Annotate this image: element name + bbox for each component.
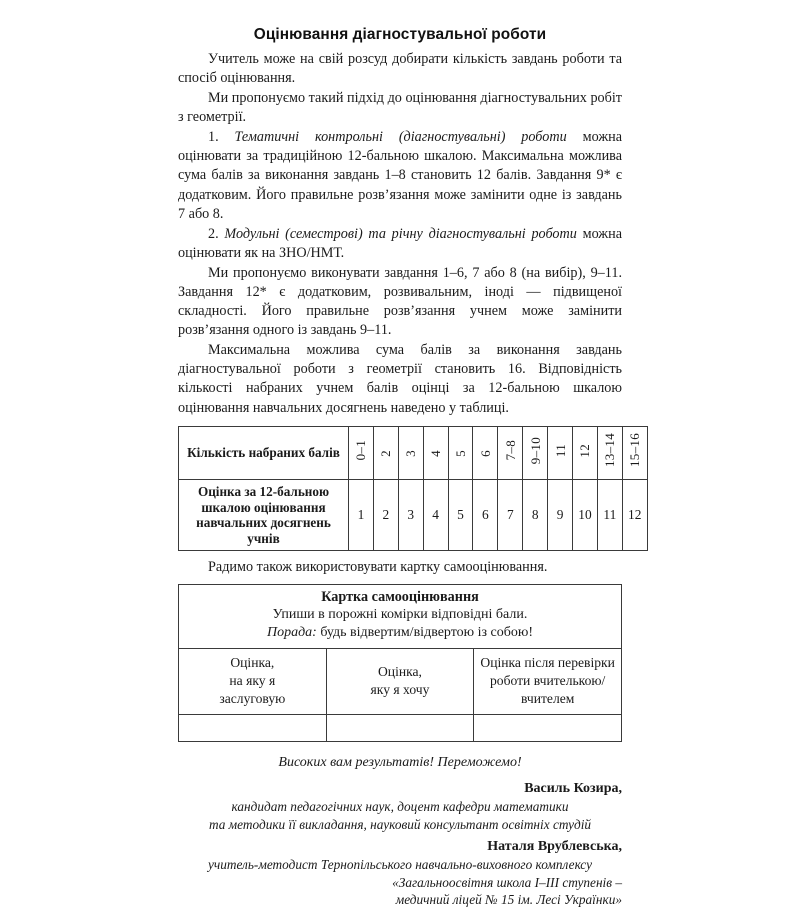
table-cell-grade-0: 1 [349, 479, 374, 550]
author-name: Василь Козира, [524, 781, 622, 797]
col-header-line-1: Оцінка, [377, 663, 422, 679]
closing-message: Високих вам результатів! Переможемо! [278, 755, 522, 771]
table-cell-range-6 [498, 426, 523, 479]
card-header-cell [179, 584, 622, 648]
paragraph-3 [178, 128, 622, 224]
range-label: 11 [552, 443, 568, 458]
card-col-header-teacher [474, 648, 622, 714]
text-run: Ми пропонуємо виконувати завдання 1–6, 7 або 8 (на вибір), 9–11. Завдання 12* є додатковим, розвивальним, іноді — підвищеної складності. Його правильне розв’язання учнем може замінити розв’язання одного із завдань 9–11. [178, 264, 622, 339]
paragraph-1 [178, 50, 622, 88]
text-run: Модульні (семестрові) та річну діагностувальні роботи [224, 225, 577, 242]
range-label: 15–16 [627, 433, 643, 468]
card-instruction: Упиши в порожні комірки відповідні бали. [272, 606, 528, 622]
text-run: Учитель може на свій розсуд добирати кількість завдань роботи та спосіб оцінювання. [178, 51, 622, 87]
text-run: 1. [208, 128, 235, 145]
range-label: 12 [577, 443, 593, 458]
table-cell-grade-8: 9 [548, 479, 573, 550]
card-col-header-deserve [179, 648, 327, 714]
table-cell-grade-4: 5 [448, 479, 473, 550]
col-header-line-2: роботи вчителькою/ [489, 672, 606, 688]
text-run: Ми пропонуємо такий підхід до оцінювання діагностувальних робіт з геометрії. [178, 89, 622, 126]
range-label: 4 [428, 450, 444, 457]
table-cell-grade-9: 10 [573, 479, 598, 550]
text-run: Тематичні контрольні (діагностувальні) роботи [234, 128, 567, 145]
author-desc-line: та методики її викладання, науковий консультант освітніх студій [208, 816, 592, 832]
paragraph-6 [178, 341, 622, 418]
card-entry-cell-want[interactable] [326, 715, 474, 742]
table-cell-range-5 [473, 426, 498, 479]
table-cell-range-8 [548, 426, 573, 479]
table-cell-range-3 [423, 426, 448, 479]
range-label: 3 [403, 450, 419, 457]
table-row-score-ranges [179, 426, 648, 479]
table-cell-range-7 [523, 426, 548, 479]
table-cell-range-2 [398, 426, 423, 479]
card-entry-cell-teacher[interactable] [474, 715, 622, 742]
range-label: 5 [453, 450, 468, 457]
table-cell-grade-3: 4 [423, 479, 448, 550]
paragraph-5 [178, 264, 622, 341]
signature-block-1 [178, 780, 622, 834]
table-cell-grade-2: 3 [398, 479, 423, 550]
page-title: Оцінювання діагностувальної роботи [253, 26, 547, 43]
paragraph-2 [178, 89, 622, 127]
author-desc-line: медичний ліцей № 15 ім. Лесі Українки» [395, 892, 622, 908]
table-cell-range-1 [373, 426, 398, 479]
table-cell-grade-7: 8 [523, 479, 548, 550]
grading-scale-table [178, 426, 648, 551]
table-cell-grade-5: 6 [473, 479, 498, 550]
table-row-grades [179, 479, 648, 550]
table-cell-grade-11: 12 [622, 479, 647, 550]
card-tip-text: будь відвертим/відвертою із собою! [316, 625, 534, 641]
author-name: Наталя Врублевська, [487, 838, 622, 854]
col-header-line-3: вчителем [520, 691, 575, 707]
range-label: 2 [378, 450, 394, 457]
paragraph-4 [178, 225, 622, 263]
table-cell-grade-6: 7 [498, 479, 523, 550]
self-assessment-card [178, 584, 622, 743]
col-header-line-1: Оцінка, [230, 654, 275, 670]
card-entry-cell-deserve[interactable] [179, 715, 327, 742]
scale-row-label-grade: Оцінка за 12-бальною шкалою оцінювання навчальних досягнень учнів [179, 479, 349, 550]
card-entry-row[interactable] [179, 715, 622, 742]
range-label: 7–8 [502, 440, 518, 461]
table-cell-range-11 [622, 426, 647, 479]
author-desc-line: «Загальноосвітня школа I–III ступенів – [392, 874, 622, 890]
col-header-line-1: Оцінка після перевірки [480, 654, 615, 670]
card-tip-label: Порада: [266, 625, 317, 641]
text-run: можна оцінювати як на ЗНО/НМТ. [178, 225, 622, 261]
range-label: 9–10 [527, 436, 543, 465]
table-cell-grade-1: 2 [373, 479, 398, 550]
card-col-header-want [326, 648, 474, 714]
table-cell-range-0 [349, 426, 374, 479]
range-label: 6 [477, 450, 493, 457]
range-label: 0–1 [353, 440, 369, 461]
author-desc-line: учитель-методист Тернопільського навчально-виховного комплексу [207, 856, 592, 872]
card-title: Картка самооцінювання [321, 588, 479, 605]
range-label: 13–14 [602, 433, 618, 468]
signature-block-2 [178, 838, 622, 909]
col-header-line-2: на яку я [229, 672, 276, 688]
body-text-region [178, 50, 622, 418]
table-cell-range-10 [597, 426, 622, 479]
card-tip [185, 624, 615, 642]
text-run: Максимальна можлива сума балів за виконання завдань діагностувальної роботи з геометрії становить 16. Відповідність кількості набраних учнем балів оцінці за 12-бальною шкалою оцінювання навчальних досягнень наведено у таблиці. [178, 342, 622, 416]
self-assessment-note: Радимо також використовувати картку самооцінювання. [208, 559, 548, 576]
table-cell-range-9 [573, 426, 598, 479]
author-desc-line: кандидат педагогічних наук, доцент кафедри математики [231, 799, 569, 815]
scale-row-label-points: Кількість набраних балів [179, 426, 349, 479]
card-column-header-row [179, 648, 622, 714]
card-header-row [179, 584, 622, 648]
text-run: 2. [208, 225, 225, 242]
col-header-line-3: заслуговую [219, 691, 286, 707]
table-cell-range-4 [448, 426, 473, 479]
col-header-line-2: яку я хочу [370, 682, 430, 697]
text-run: можна оцінювати за традиційною 12-бальною шкалою. Максимальна можлива сума балів за виконання завдань 1–8 становить 12 балів. Завдання 9* є додатковим. Його правильне розв’язання може замінити одне із завдань 7 або 8. [178, 128, 623, 222]
table-cell-grade-10: 11 [597, 479, 622, 550]
